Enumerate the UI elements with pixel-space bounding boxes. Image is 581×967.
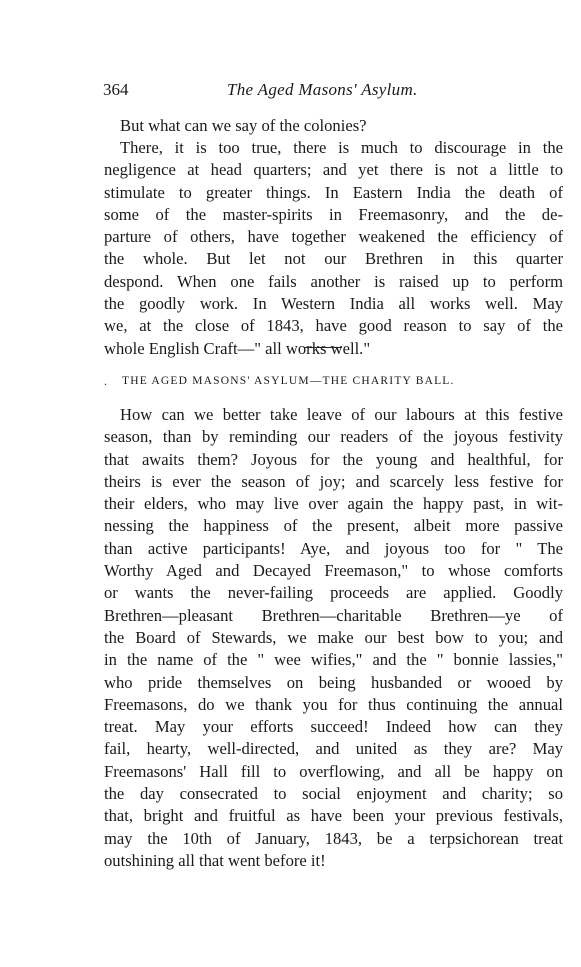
paragraph-line: the Board of Stewards, we make our best bow to you; and bbox=[104, 627, 563, 647]
section-divider-rule bbox=[304, 347, 342, 348]
paragraph-line: we, at the close of 1843, have good reason to say of the bbox=[104, 316, 563, 336]
paragraph-line: some of the master-spirits in Freemasonry, and the de- bbox=[104, 204, 563, 224]
paragraph-line: whole English Craft—" all works well." bbox=[104, 338, 371, 358]
paragraph-line: nessing the happiness of the present, albeit more passive bbox=[104, 516, 563, 536]
paragraph-line: that awaits them? Joyous for the young and healthful, for bbox=[104, 449, 563, 469]
paragraph-line: who pride themselves on being husbanded or wooed by bbox=[104, 672, 563, 692]
paragraph-colonies-question bbox=[104, 115, 563, 137]
paragraph-line: Brethren—pleasant Brethren—charitable Brethren—ye of bbox=[104, 605, 563, 625]
paragraph-line: parture of others, have together weakened the efficiency of bbox=[104, 227, 563, 247]
paragraph-colonies bbox=[104, 137, 563, 360]
paragraph-line: How can we better take leave of our labours at this festive bbox=[120, 405, 563, 424]
paragraph-line: may the 10th of January, 1843, be a terpsichorean treat bbox=[104, 828, 563, 848]
paragraph-line: negligence at head quarters; and yet there is not a little to bbox=[104, 160, 563, 180]
stray-print-mark: . bbox=[104, 374, 107, 388]
paragraph-line: Freemasons, do we thank you for thus continuing the annual bbox=[104, 694, 563, 714]
paragraph-line: or wants the never-failing proceeds are applied. Goodly bbox=[104, 583, 563, 603]
running-title: The Aged Masons' Asylum. bbox=[227, 80, 418, 99]
paragraph-line: outshining all that went before it! bbox=[104, 850, 326, 870]
paragraph-line: season, than by reminding our readers of the joyous festivity bbox=[104, 427, 563, 447]
paragraph-line: stimulate to greater things. In Eastern India the death of bbox=[104, 182, 563, 202]
paragraph-line: the goodly work. In Western India all works well. May bbox=[104, 294, 563, 314]
page-number: 364 bbox=[103, 80, 129, 99]
running-head bbox=[103, 80, 563, 104]
paragraph-line: despond. When one fails another is raised up to perform bbox=[104, 271, 563, 291]
paragraph-line: But what can we say of the colonies? bbox=[120, 116, 367, 135]
paragraph-line: Freemasons' Hall fill to overflowing, and all be happy on bbox=[104, 761, 563, 781]
paragraph-line: fail, hearty, well-directed, and united as they are? May bbox=[104, 739, 563, 759]
paragraph-charity-ball bbox=[104, 404, 563, 872]
paragraph-line: There, it is too true, there is much to discourage in the bbox=[120, 138, 563, 157]
paragraph-line: the whole. But let not our Brethren in this quarter bbox=[104, 249, 563, 269]
paragraph-line: their elders, who may live over again the happy past, in wit- bbox=[104, 494, 563, 514]
paragraph-line: than active participants! Aye, and joyous too for " The bbox=[104, 538, 563, 558]
paragraph-line: in the name of the " wee wifies," and the " bonnie lassies," bbox=[104, 650, 563, 670]
paragraph-line: that, bright and fruitful as have been your previous festivals, bbox=[104, 806, 563, 826]
section-heading: THE AGED MASONS' ASYLUM—THE CHARITY BALL. bbox=[122, 375, 455, 387]
paragraph-line: theirs is ever the season of joy; and scarcely less festive for bbox=[104, 471, 563, 491]
paragraph-line: the day consecrated to social enjoyment and charity; so bbox=[104, 784, 563, 804]
paragraph-line: Worthy Aged and Decayed Freemason," to whose comforts bbox=[104, 561, 563, 581]
paragraph-line: treat. May your efforts succeed! Indeed how can they bbox=[104, 717, 563, 737]
